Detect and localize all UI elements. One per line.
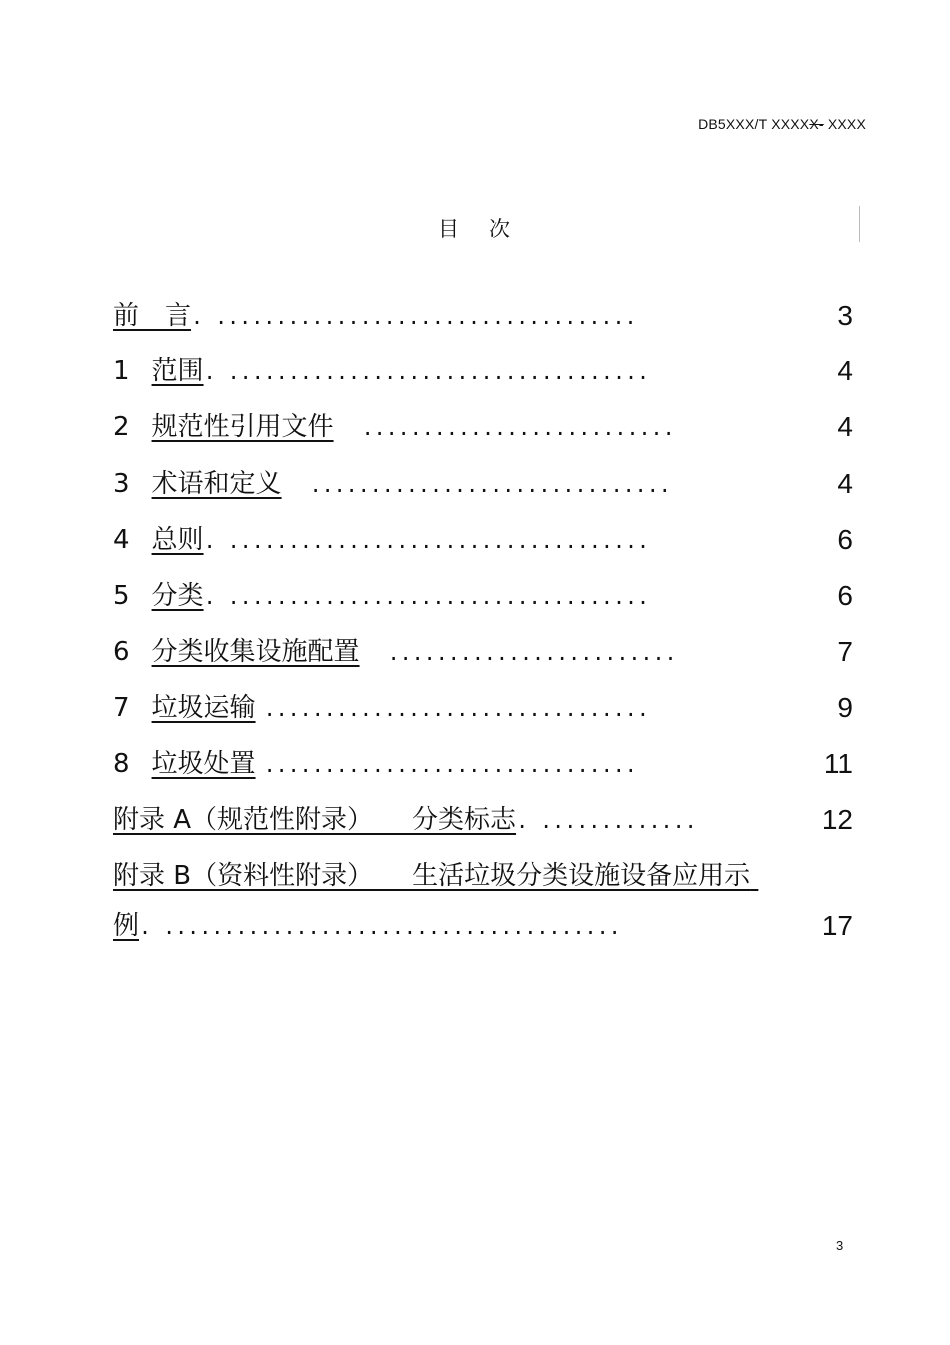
toc-entry-number: 6 — [113, 637, 130, 667]
toc-entry-label: 分类 — [151, 581, 204, 611]
toc-leader-dots: . ............. — [516, 809, 697, 833]
toc-page-number: 17 — [821, 910, 853, 941]
toc-page-number: 6 — [837, 580, 853, 611]
toc-entry-number: 2 — [113, 412, 130, 442]
toc-page-number: 4 — [837, 355, 853, 386]
toc-leader-dots: . ...................................... — [139, 915, 621, 939]
toc-entry-number: 4 — [113, 525, 130, 555]
toc-entry-4[interactable] — [113, 522, 853, 558]
toc-entry-8[interactable] — [113, 746, 853, 782]
toc-leader-dots: ............................... — [263, 753, 637, 777]
toc-entry-link[interactable] — [113, 581, 204, 611]
toc-entry-link[interactable] — [113, 693, 264, 723]
toc-entry-label: 规范性引用文件 — [151, 412, 334, 442]
toc-entry-number: 7 — [113, 693, 130, 723]
toc-entry-label: 总则 — [151, 525, 204, 555]
toc-entry-link[interactable] — [113, 749, 264, 779]
toc-page-number: 4 — [837, 411, 853, 442]
title-char-2: 次 — [489, 217, 512, 241]
toc-entry-link[interactable] — [113, 412, 362, 442]
toc-entry-label: 术语和定义 — [151, 469, 282, 499]
toc-leader-dots: . ................................... — [203, 360, 650, 384]
toc-entry-link[interactable] — [113, 469, 310, 499]
toc-entry-number: 3 — [113, 469, 130, 499]
toc-leader-dots: .............................. — [309, 473, 671, 497]
toc-page-number: 4 — [837, 468, 853, 499]
toc-entry-7[interactable] — [113, 690, 853, 726]
toc-entry-number: 8 — [113, 749, 130, 779]
toc-entry-link[interactable] — [113, 525, 204, 555]
toc-entry-label-continued[interactable]: 例 — [113, 911, 140, 941]
toc-entry-label: 垃圾运输 — [151, 693, 256, 723]
toc-entry-appendix-b-line2[interactable] — [113, 908, 853, 944]
toc-entry-number: 1 — [113, 356, 130, 386]
toc-entry-label[interactable]: 前 言 — [113, 301, 192, 331]
toc-leader-dots: .......................... — [361, 416, 675, 440]
toc-entry-2[interactable] — [113, 409, 853, 445]
toc-entry-appendix-a[interactable] — [113, 802, 853, 838]
document-code-prefix: DB5XXX/T XXXX — [698, 116, 810, 132]
document-code — [698, 116, 866, 132]
toc-leader-dots: . ................................... — [203, 585, 650, 609]
toc-entry-1[interactable] — [113, 353, 853, 389]
toc-entry-label: 分类收集设施配置 — [151, 637, 360, 667]
toc-entry-label: 垃圾处置 — [151, 749, 256, 779]
toc-entry-link[interactable] — [113, 356, 204, 386]
toc-page-number: 6 — [837, 524, 853, 555]
toc-entry-label: 范围 — [151, 356, 204, 386]
toc-page-number: 7 — [837, 636, 853, 667]
toc-leader-dots: . ................................... — [203, 529, 650, 553]
toc-entry-link[interactable] — [113, 637, 388, 667]
page-title — [0, 213, 950, 243]
page-number-footer: 3 — [836, 1238, 844, 1253]
toc-entry-appendix-b-line1[interactable] — [113, 858, 853, 894]
toc-entry-label[interactable]: 附录 A（规范性附录） 分类标志 — [113, 805, 517, 835]
title-char-1: 目 — [438, 217, 461, 241]
toc-entry-3[interactable] — [113, 466, 853, 502]
toc-entry-6[interactable] — [113, 634, 853, 670]
toc-leader-dots: ........................ — [387, 641, 677, 665]
toc-page-number: 3 — [837, 300, 853, 331]
toc-leader-dots: . ................................... — [191, 305, 637, 329]
toc-entry-foreword[interactable] — [113, 298, 853, 334]
toc-page-number: 9 — [837, 692, 853, 723]
toc-entry-number: 5 — [113, 581, 130, 611]
toc-page-number: 11 — [823, 748, 853, 779]
toc-leader-dots: ................................ — [263, 697, 649, 721]
document-code-strike: X- — [809, 116, 824, 132]
document-code-suffix: XXXX — [823, 116, 866, 132]
toc-entry-label[interactable]: 附录 B（资料性附录） 生活垃圾分类设施设备应用示 — [113, 861, 751, 891]
toc-entry-5[interactable] — [113, 578, 853, 614]
toc-page-number: 12 — [821, 804, 853, 835]
